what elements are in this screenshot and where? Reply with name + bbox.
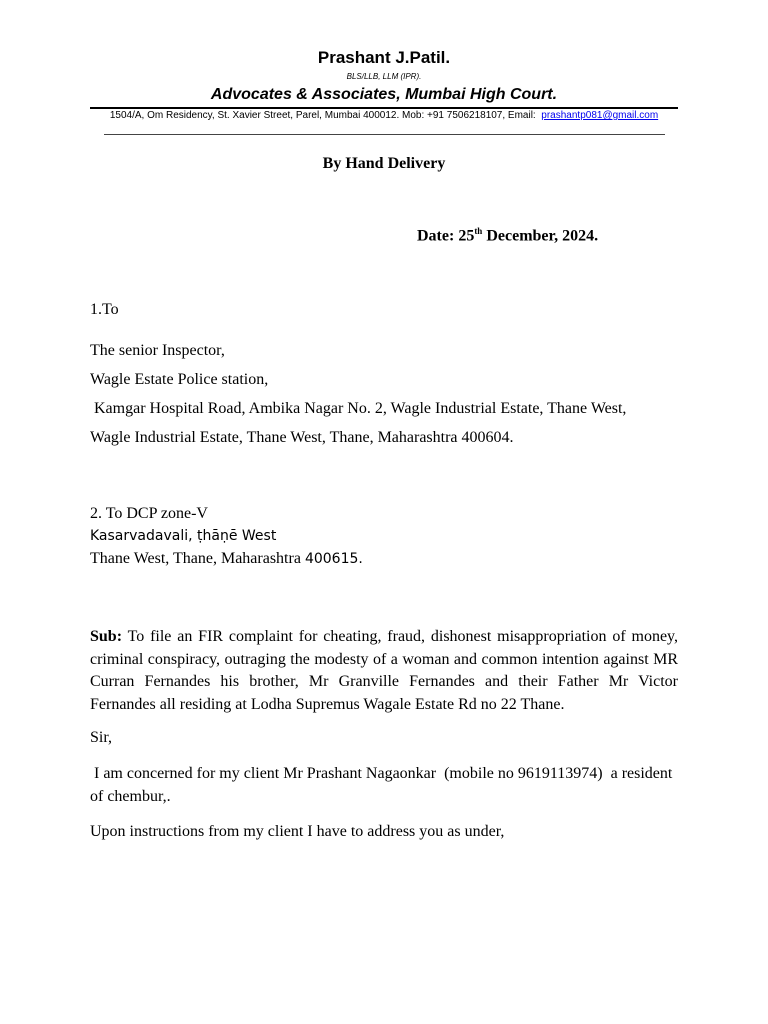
subject-label: Sub: xyxy=(90,628,123,645)
letterhead-qualifications: BLS/LLB, LLM (IPR). xyxy=(346,72,422,81)
address-divider xyxy=(104,134,665,135)
letterhead-firm: Advocates & Associates, Mumbai High Court. xyxy=(210,86,558,103)
letterhead-name: Prashant J.Patil. xyxy=(317,48,451,67)
date-prefix: Date: 25 xyxy=(417,227,475,245)
recipient2-pincode: 400615. xyxy=(304,551,363,567)
recipient2-line-text: Thane West, Thane, Maharashtra xyxy=(90,550,305,567)
date-suffix: th xyxy=(474,226,483,236)
body-paragraph: I am concerned for my client Mr Prashant Nagaonkar (mobile no 9619113974) a resident of chembur,. xyxy=(90,765,677,805)
recipient1-line: Wagle Estate Police station, xyxy=(90,371,269,388)
recipient2-line xyxy=(90,550,363,568)
subject-paragraph xyxy=(90,626,678,716)
salutation: Sir, xyxy=(90,729,113,746)
body-paragraph: Upon instructions from my client I have to address you as under, xyxy=(90,823,505,840)
recipient1-line: Wagle Industrial Estate, Thane West, Thane, Maharashtra 400604. xyxy=(90,429,514,446)
delivery-heading: By Hand Delivery xyxy=(322,155,446,172)
address-text: 1504/A, Om Residency, St. Xavier Street, Parel, Mumbai 400012. Mob: +91 7506218107, Email: xyxy=(109,110,536,121)
recipient1-heading: 1.To xyxy=(90,301,119,318)
recipient1-line: The senior Inspector, xyxy=(90,342,225,359)
letter-date xyxy=(417,226,598,245)
recipient2-line: Kasarvadavali, ṭhāṇē West xyxy=(90,528,277,544)
date-rest: December, 2024. xyxy=(482,227,599,245)
letterhead-address xyxy=(90,110,678,121)
recipient1-line: Kamgar Hospital Road, Ambika Nagar No. 2, Wagle Industrial Estate, Thane West, xyxy=(90,400,627,417)
subject-text: To file an FIR complaint for cheating, fraud, dishonest misappropriation of money, criminal conspiracy, outraging the modesty of a woman and common intention against MR Curran Fernandes his brother, Mr Granville Fernandes and their Father Mr Victor Fernandes all residing at Lodha Supremus Wagale Estate Rd no 22 Thane. xyxy=(90,628,678,713)
letterhead-divider xyxy=(90,107,678,109)
email-link[interactable]: prashantp081@gmail.com xyxy=(541,110,659,121)
recipient2-heading: 2. To DCP zone-V xyxy=(90,505,208,522)
